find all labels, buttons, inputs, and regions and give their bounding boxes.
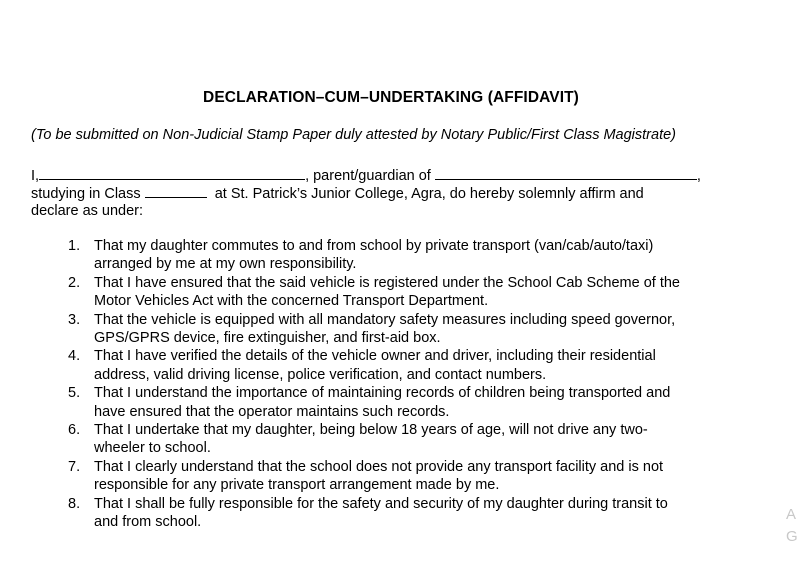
document-subtitle: (To be submitted on Non-Judicial Stamp Paper duly attested by Notary Public/First Class Magistrate) [31, 127, 676, 143]
parent-name-blank [39, 166, 305, 180]
item-text-line: wheeler to school. [94, 440, 211, 457]
list-item [0, 347, 754, 384]
declaration-class-text: studying in Class [31, 186, 141, 202]
declaration-parent-guardian-text: , parent/guardian of [305, 168, 431, 184]
list-item [0, 237, 754, 274]
student-name-blank [435, 166, 697, 180]
item-text-line: That I shall be fully responsible for the safety and security of my daughter during transit to [94, 495, 668, 512]
item-text-line: GPS/GPRS device, fire extinguisher, and first-aid box. [94, 330, 441, 347]
item-text-line: have ensured that the operator maintains such records. [94, 403, 450, 420]
list-item [0, 458, 754, 495]
list-item [0, 311, 754, 348]
item-number: 4. [68, 348, 81, 365]
item-text-line: responsible for any private transport arrangement made by me. [94, 477, 500, 494]
item-number: 1. [68, 238, 81, 254]
item-text-line: address, valid driving license, police verification, and contact numbers. [94, 366, 547, 383]
declaration-line-1 [31, 166, 701, 184]
list-item [0, 421, 754, 458]
item-text-line: arranged by me at my own responsibility. [94, 256, 357, 273]
declaration-prefix: I, [31, 168, 40, 184]
declaration-line-3: declare as under: [31, 203, 144, 219]
item-number: 5. [68, 385, 81, 402]
item-text-line: and from school. [94, 514, 202, 531]
item-number: 8. [68, 495, 81, 512]
class-blank [145, 184, 207, 198]
declaration-comma: , [696, 168, 701, 184]
edge-glyph-g: G [786, 528, 798, 545]
list-item [0, 274, 754, 311]
declaration-line-2 [31, 184, 644, 202]
item-text-line: Motor Vehicles Act with the concerned Transport Department. [94, 293, 489, 310]
item-text-line: That I clearly understand that the school does not provide any transport facility and is not [94, 458, 664, 475]
declaration-college-text: at St. Patrick’s Junior College, Agra, do hereby solemnly affirm and [214, 186, 644, 202]
item-text-line: That I have ensured that the said vehicle is registered under the School Cab Scheme of the [94, 274, 680, 291]
list-item [0, 384, 754, 421]
item-text-line: That I understand the importance of maintaining records of children being transported and [94, 385, 671, 402]
document-title: DECLARATION–CUM–UNDERTAKING (AFFIDAVIT) [203, 89, 579, 106]
item-number: 2. [68, 274, 81, 291]
item-text-line: That I have verified the details of the vehicle owner and driver, including their residential [94, 348, 656, 365]
item-text-line: That the vehicle is equipped with all mandatory safety measures including speed governor, [94, 311, 676, 328]
item-text-line: That my daughter commutes to and from school by private transport (van/cab/auto/taxi) [94, 238, 654, 254]
item-text-line: That I undertake that my daughter, being below 18 years of age, will not drive any two- [94, 422, 648, 439]
undertaking-list [0, 237, 754, 532]
item-number: 6. [68, 422, 81, 439]
item-number: 3. [68, 311, 81, 328]
edge-glyph-a: A [786, 506, 797, 523]
item-number: 7. [68, 458, 81, 475]
list-item [0, 495, 754, 532]
